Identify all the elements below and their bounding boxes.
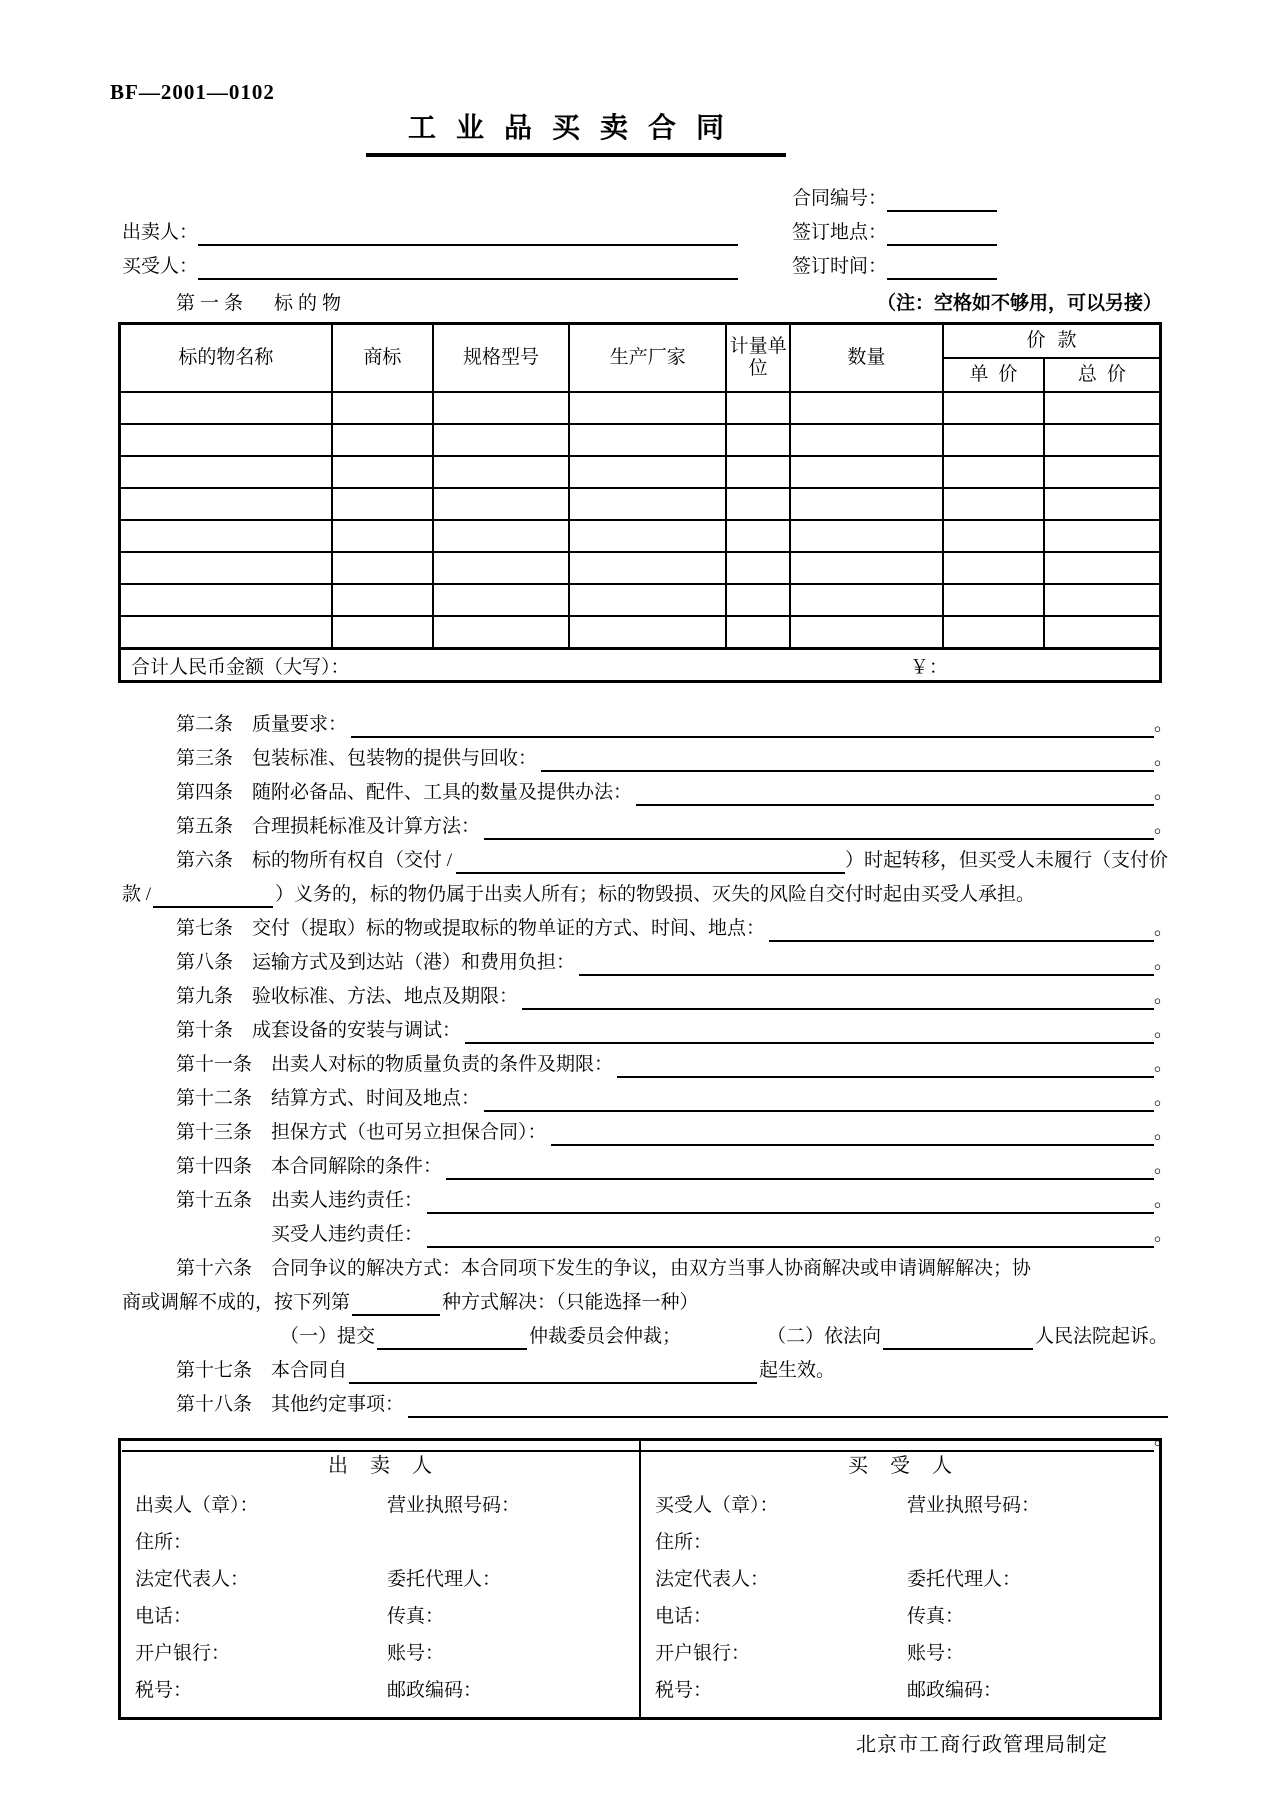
arbitration-option-1-text: （一）提交 [280,1326,376,1347]
col-header-spec: 规格型号 [433,324,569,393]
article-1-title: 标的物 [274,293,347,314]
article-17-blank [349,1356,757,1384]
buyer-sig-row-5 [641,1635,1159,1672]
arbitration-option-2-text: （二）依法向 [766,1326,881,1347]
goods-empty-cell [943,488,1044,520]
article-10-number: 第十条 [176,1020,234,1041]
goods-empty-cell [332,424,433,456]
seller-signature-section [121,1441,639,1717]
goods-table [118,322,1162,683]
buyer-agent-label: 委托代理人： [907,1569,1022,1590]
buyer-row-2-spare [907,1524,1159,1561]
goods-empty-cell [943,616,1044,649]
goods-empty-cell [120,616,332,649]
article-15-buyer-label: 买受人违约责任： [271,1224,424,1245]
goods-empty-cell [569,584,726,616]
article-14-label: 本合同解除的条件： [271,1156,443,1177]
col-header-brand: 商标 [332,324,433,393]
article-3-label: 包装标准、包装物的提供与回收： [252,748,538,769]
article-13-number: 第十三条 [176,1122,253,1143]
article-15-seller-line [122,1186,1174,1220]
article-10-blank [465,1016,1154,1044]
goods-empty-row [120,456,1161,488]
col-header-maker: 生产厂家 [569,324,726,393]
goods-empty-cell [1044,552,1161,584]
goods-empty-cell [1044,424,1161,456]
goods-empty-cell [332,392,433,424]
article-16-number: 第十六条 [176,1258,253,1279]
buyer-account-label: 账号： [907,1643,965,1664]
goods-empty-cell [726,584,790,616]
arbitration-option-2-tail: 人民法院起诉。 [1034,1326,1168,1347]
article-17-text-2: 起生效。 [759,1360,836,1381]
goods-empty-cell [332,520,433,552]
seller-phone-label: 电话： [135,1606,193,1627]
seller-address-label: 住所： [135,1532,193,1553]
article-2-blank [351,710,1154,738]
buyer-blank [198,252,738,280]
article-5-endmark: 。 [1154,816,1174,837]
article-3-blank [541,744,1154,772]
article-15-buyer-endmark: 。 [1154,1224,1174,1245]
seller-sig-row-4 [121,1598,639,1635]
goods-empty-cell [332,488,433,520]
seller-row-2-spare [387,1524,639,1561]
contract-no-blank [887,184,997,212]
contract-no-label: 合同编号： [792,188,888,209]
article-4-endmark: 。 [1154,782,1174,803]
goods-empty-cell [1044,520,1161,552]
goods-empty-rows [120,392,1161,649]
buyer-sig-row-6 [641,1672,1159,1709]
article-11 [122,1050,1174,1084]
goods-empty-cell [569,392,726,424]
article-6-text-4: ）义务的，标的物仍属于出卖人所有；标的物毁损、灭失的风险自交付时起由买受人承担。 [275,884,1036,905]
meta-left-block [122,218,738,286]
buyer-fax-label: 传真： [907,1606,965,1627]
article-5-number: 第五条 [176,816,234,837]
buyer-sig-row-1 [641,1487,1159,1524]
buyer-row [122,252,738,286]
buyer-bank-label: 开户银行： [655,1643,751,1664]
arbitration-line [122,1322,1168,1356]
article-13-blank [551,1118,1154,1146]
article-9 [122,982,1174,1016]
article-9-blank [522,982,1154,1010]
sign-place-row [792,218,997,252]
article-4-blank [636,778,1154,806]
court-blank [883,1322,1033,1350]
article-13-label: 担保方式（也可另立担保合同）： [271,1122,547,1143]
article-9-label: 验收标准、方法、地点及期限： [252,986,519,1007]
contract-no-row [792,184,997,218]
goods-empty-cell [120,584,332,616]
goods-empty-cell [1044,392,1161,424]
goods-empty-cell [790,616,943,649]
article-6-text-2: ）时起转移，但买受人未履行（支付价 [844,850,1168,871]
sign-time-blank [887,252,997,280]
seller-sig-row-1 [121,1487,639,1524]
goods-empty-cell [332,616,433,649]
form-code: BF—2001—0102 [110,80,275,104]
sign-time-row [792,252,997,286]
article-15-seller-label: 出卖人违约责任： [271,1190,424,1211]
article-15-seller-endmark: 。 [1154,1190,1174,1211]
article-8-number: 第八条 [176,952,234,973]
goods-empty-cell [790,488,943,520]
article-1-number: 第一条 [176,293,249,314]
article-12-label: 结算方式、时间及地点： [271,1088,481,1109]
buyer-section-header: 买受人 [848,1455,974,1477]
article-14-number: 第十四条 [176,1156,253,1177]
buyer-label: 买受人： [122,256,199,277]
buyer-sig-row-3 [641,1561,1159,1598]
space-note: （注：空格如不够用，可以另接） [876,293,1162,314]
article-12-blank [484,1084,1154,1112]
buyer-sig-row-2 [641,1524,1159,1561]
goods-empty-cell [943,552,1044,584]
goods-empty-cell [726,392,790,424]
article-1-heading [176,288,346,315]
goods-empty-cell [790,424,943,456]
article-9-number: 第九条 [176,986,234,1007]
article-2-number: 第二条 [176,714,234,735]
article-17 [122,1356,1168,1390]
article-3-endmark: 。 [1154,748,1174,769]
seller-sig-row-5 [121,1635,639,1672]
article-16-line-1 [122,1254,1168,1288]
article-11-number: 第十一条 [176,1054,253,1075]
goods-empty-cell [332,584,433,616]
goods-empty-cell [943,392,1044,424]
goods-empty-cell [726,616,790,649]
goods-empty-row [120,424,1161,456]
goods-empty-cell [120,552,332,584]
article-18-label: 其他约定事项： [271,1394,405,1415]
goods-empty-cell [790,520,943,552]
goods-empty-cell [726,424,790,456]
seller-bank-label: 开户银行： [135,1643,231,1664]
article-8-endmark: 。 [1154,952,1174,973]
article-17-number: 第十七条 [176,1360,253,1381]
article-18-number: 第十八条 [176,1394,253,1415]
article-16-text-2: 商或调解不成的，按下列第 [122,1292,351,1313]
col-header-price: 价款 [943,324,1161,359]
goods-empty-cell [332,456,433,488]
article-2 [122,710,1174,744]
goods-empty-cell [943,584,1044,616]
goods-empty-cell [790,552,943,584]
articles-block [122,710,1174,1458]
goods-empty-cell [120,456,332,488]
seller-sig-row-6 [121,1672,639,1709]
article-13 [122,1118,1174,1152]
article-7-number: 第七条 [176,918,234,939]
goods-empty-cell [790,392,943,424]
sign-place-label: 签订地点： [792,222,888,243]
buyer-legal-rep-label: 法定代表人： [655,1569,770,1590]
goods-empty-cell [1044,616,1161,649]
goods-empty-row [120,552,1161,584]
goods-empty-cell [569,424,726,456]
goods-empty-cell [943,424,1044,456]
goods-empty-cell [790,584,943,616]
seller-agent-label: 委托代理人： [387,1569,502,1590]
article-16-line-2 [122,1288,1168,1322]
meta-right-block [792,184,997,286]
goods-empty-cell [120,488,332,520]
arbitration-option-1-tail: 仲裁委员会仲裁； [529,1326,682,1347]
buyer-signature-section [639,1441,1159,1717]
article-16-text-3: 种方式解决：（只能选择一种） [442,1292,699,1313]
article-10-label: 成套设备的安装与调试： [252,1020,462,1041]
goods-empty-row [120,520,1161,552]
article-10-endmark: 。 [1154,1020,1174,1041]
signature-table [118,1438,1162,1720]
article-6-line-1 [122,846,1168,880]
goods-empty-row [120,488,1161,520]
buyer-license-label: 营业执照号码： [907,1495,1041,1516]
goods-empty-cell [726,552,790,584]
goods-empty-cell [726,520,790,552]
article-7 [122,914,1174,948]
article-15-buyer-line [122,1220,1174,1254]
article-4-number: 第四条 [176,782,234,803]
article-5-label: 合理损耗标准及计算方法： [252,816,481,837]
goods-empty-cell [726,456,790,488]
seller-license-label: 营业执照号码： [387,1495,521,1516]
goods-empty-cell [1044,456,1161,488]
article-5-blank [484,812,1154,840]
seller-account-label: 账号： [387,1643,445,1664]
article-2-label: 质量要求： [252,714,348,735]
goods-empty-cell [433,456,569,488]
buyer-phone-label: 电话： [655,1606,713,1627]
goods-empty-cell [1044,488,1161,520]
arbitration-gap [681,1322,767,1356]
arbitration-committee-blank [377,1322,527,1350]
article-12-endmark: 。 [1154,1088,1174,1109]
article-11-endmark: 。 [1154,1054,1174,1075]
buyer-tax-no-label: 税号： [655,1680,713,1701]
col-header-total-price: 总价 [1044,358,1161,392]
article-4-label: 随附必备品、配件、工具的数量及提供办法： [252,782,633,803]
seller-label: 出卖人： [122,222,199,243]
article-11-blank [617,1050,1154,1078]
seller-fax-label: 传真： [387,1606,445,1627]
goods-empty-cell [569,456,726,488]
buyer-address-label: 住所： [655,1532,713,1553]
goods-empty-cell [120,424,332,456]
article-4 [122,778,1174,812]
goods-empty-cell [120,392,332,424]
article-6-text-3: 款 / [122,884,152,905]
goods-empty-cell [569,616,726,649]
article-18-blank [408,1390,1168,1418]
article-14 [122,1152,1174,1186]
article-13-endmark: 。 [1154,1122,1174,1143]
article-15-number: 第十五条 [176,1190,253,1211]
col-header-qty: 数量 [790,324,943,393]
article-5 [122,812,1174,846]
article-15-seller-blank [427,1186,1154,1214]
article-8-label: 运输方式及到达站（港）和费用负担： [252,952,576,973]
col-header-unit: 计量单位 [726,324,790,393]
goods-empty-cell [1044,584,1161,616]
seller-row [122,218,738,252]
goods-empty-row [120,616,1161,649]
seller-postcode-label: 邮政编码： [387,1680,483,1701]
article-17-text-1: 本合同自 [271,1360,348,1381]
seller-tax-no-label: 税号： [135,1680,193,1701]
total-amount-label: 合计人民币金额（大写）： [131,656,350,678]
total-row [120,649,1161,682]
article-6-blank-1 [456,846,845,874]
seller-blank [198,218,738,246]
article-12 [122,1084,1174,1118]
article-8-blank [579,948,1154,976]
col-header-name: 标的物名称 [120,324,332,393]
goods-empty-cell [943,456,1044,488]
buyer-postcode-label: 邮政编码： [907,1680,1003,1701]
article-12-number: 第十二条 [176,1088,253,1109]
seller-legal-rep-label: 法定代表人： [135,1569,250,1590]
article-10 [122,1016,1174,1050]
article-7-blank [769,914,1154,942]
article-7-label: 交付（提取）标的物或提取标的物单证的方式、时间、地点： [252,918,766,939]
col-header-unit-price: 单价 [943,358,1044,392]
article-16-blank [352,1288,440,1316]
goods-empty-cell [433,424,569,456]
goods-empty-cell [433,616,569,649]
goods-empty-cell [569,552,726,584]
article-6-number: 第六条 [176,850,234,871]
buyer-sig-row-4 [641,1598,1159,1635]
article-8 [122,948,1174,982]
goods-empty-cell [332,552,433,584]
document-title-wrap [0,106,1152,157]
buyer-seal-label: 买受人（章）： [655,1495,779,1516]
document-title: 工业品买卖合同 [366,106,786,157]
article-18-endmark: 。 [1154,1428,1174,1449]
goods-empty-cell [569,488,726,520]
currency-mark: ￥： [909,657,948,678]
article-6-blank-2 [153,880,273,908]
seller-seal-label: 出卖人（章）： [135,1495,259,1516]
goods-empty-cell [569,520,726,552]
article-9-endmark: 。 [1154,986,1174,1007]
article-11-label: 出卖人对标的物质量负责的条件及期限： [271,1054,614,1075]
seller-section-header: 出卖人 [328,1455,454,1477]
article-6-line-2 [122,880,1168,914]
goods-empty-cell [433,552,569,584]
article-7-endmark: 。 [1154,918,1174,939]
goods-empty-cell [943,520,1044,552]
article-3-number: 第三条 [176,748,234,769]
sign-time-label: 签订时间： [792,256,888,277]
goods-empty-cell [120,520,332,552]
sign-place-blank [887,218,997,246]
article-14-blank [446,1152,1154,1180]
total-cell [120,649,1161,682]
article-6-text-1: 标的物所有权自（交付 / [252,850,453,871]
goods-empty-cell [433,392,569,424]
goods-empty-row [120,392,1161,424]
article-16-text-1: 合同争议的解决方式：本合同项下发生的争议，由双方当事人协商解决或申请调解解决；协 [271,1258,1032,1279]
article-15-buyer-blank [427,1220,1154,1248]
goods-empty-cell [790,456,943,488]
issuing-authority: 北京市工商行政管理局制定 [856,1734,1108,1756]
goods-empty-cell [433,520,569,552]
goods-empty-cell [726,488,790,520]
goods-empty-cell [433,584,569,616]
goods-empty-cell [433,488,569,520]
seller-sig-row-3 [121,1561,639,1598]
seller-sig-row-2 [121,1524,639,1561]
article-14-endmark: 。 [1154,1156,1174,1177]
article-2-endmark: 。 [1154,714,1174,735]
goods-table-wrap [118,322,1162,683]
article-18 [122,1390,1168,1424]
goods-empty-row [120,584,1161,616]
article-3 [122,744,1174,778]
